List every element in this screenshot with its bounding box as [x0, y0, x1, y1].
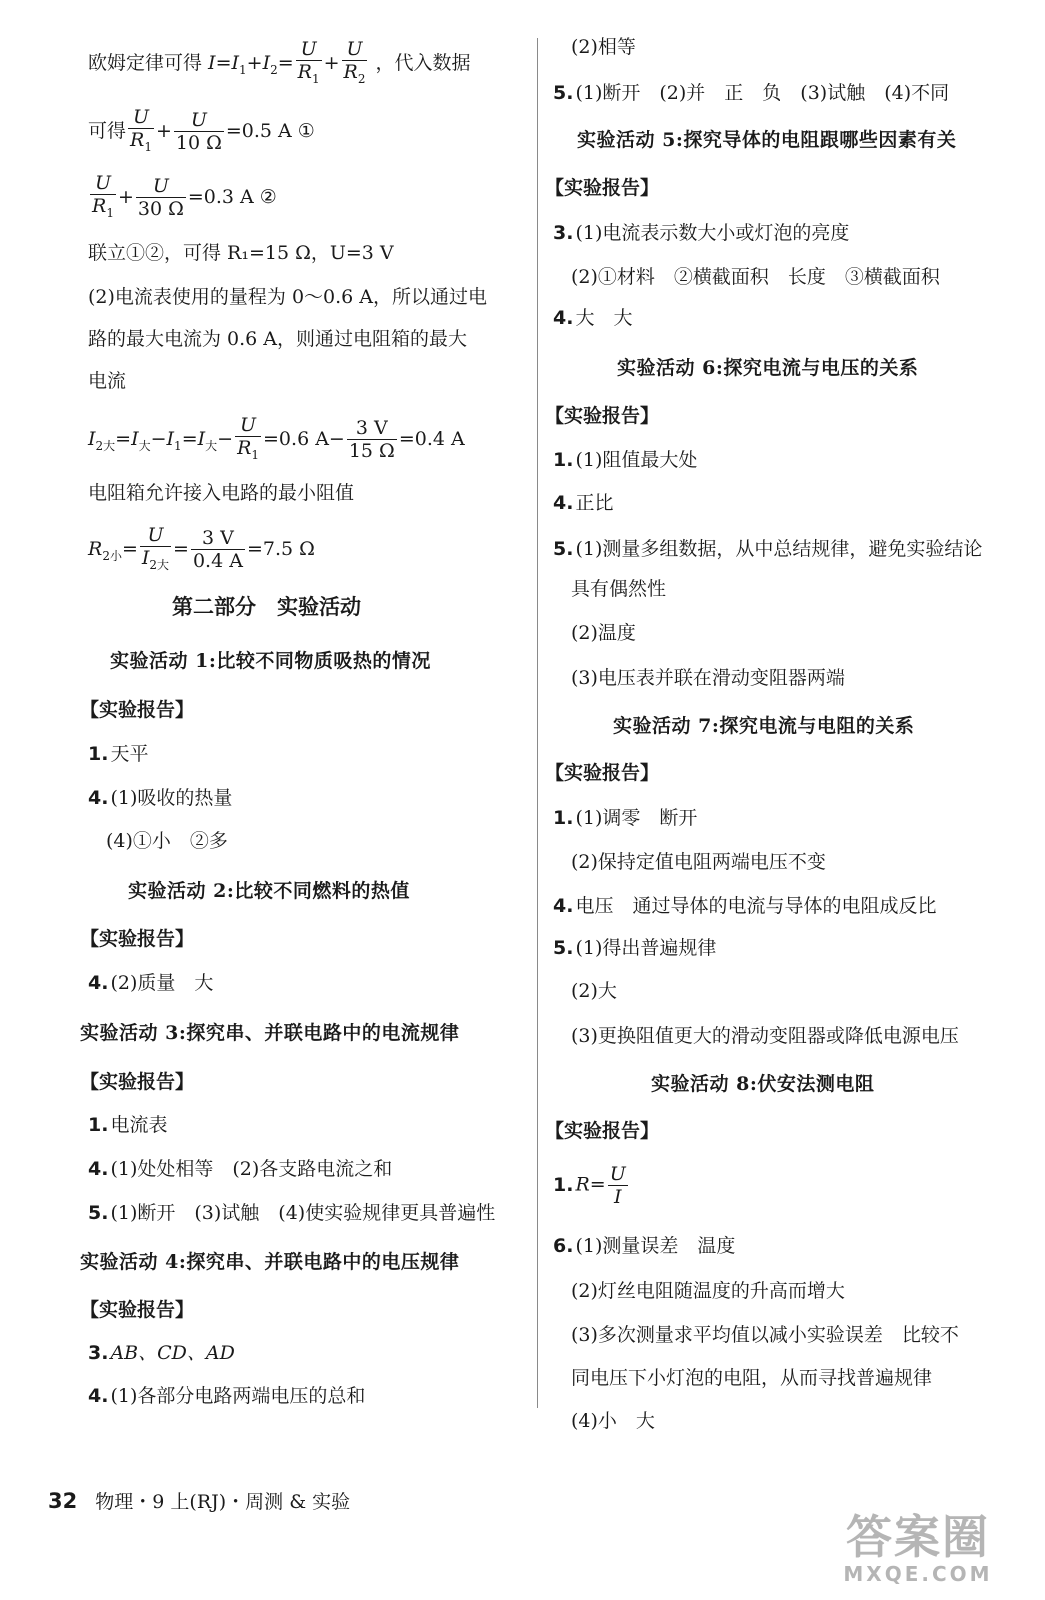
report-heading: 【实验报告】 — [80, 928, 195, 950]
activity-2-title: 实验活动 2:比较不同燃料的热值 — [128, 880, 410, 902]
item-number: 5. — [553, 538, 574, 560]
list-item — [553, 935, 716, 961]
text-line: 电阻箱允许接入电路的最小阻值 — [88, 482, 355, 504]
list-item — [553, 264, 940, 290]
item-text: (2)①材料 ②横截面积 长度 ③横截面积 — [571, 266, 940, 288]
list-item — [553, 620, 636, 646]
fraction: $\frac{U}{R_1}$ — [296, 38, 322, 90]
formula-line-1 — [88, 38, 471, 90]
item-text: (1)调零 断开 — [575, 807, 698, 829]
report-heading: 【实验报告】 — [80, 1299, 195, 1321]
item-number: 5. — [553, 82, 574, 104]
item-number: 4. — [88, 787, 109, 809]
list-item — [553, 1163, 630, 1208]
item-text: (2)质量 大 — [110, 972, 214, 994]
list-item — [88, 1200, 495, 1226]
list-item — [553, 305, 632, 331]
text: =7.5 Ω — [246, 537, 315, 560]
list-item — [88, 970, 213, 996]
fraction: $\frac{3 V}{0.4 A}$ — [192, 527, 243, 573]
item-text: (2)大 — [571, 980, 617, 1002]
list-item — [553, 1322, 959, 1348]
formula-line-10 — [88, 524, 315, 576]
activity-4-title: 实验活动 4:探究串、并联电路中的电压规律 — [80, 1251, 460, 1273]
list-item — [88, 1112, 167, 1138]
footer-text: 物理・9 上(RJ)・周测 & 实验 — [95, 1491, 351, 1513]
text: =0.4 A — [398, 427, 465, 450]
fraction: $\frac{U}{R_2}$ — [342, 38, 368, 90]
watermark-bottom: MXQE.COM — [843, 1562, 993, 1586]
fraction: $\frac{U}{R_1}$ — [235, 414, 261, 466]
formula: $R_{2小}=$ $\frac{U}{I_{2大}}$ = $\frac{3 V}{0.4 A}$ — [88, 538, 247, 560]
item-number: 5. — [553, 937, 574, 959]
list-item — [553, 805, 697, 831]
report-heading: 【实验报告】 — [545, 405, 660, 427]
item-text: 电流表 — [110, 1114, 168, 1136]
item-text: (3)电压表并联在滑动变阻器两端 — [571, 667, 845, 689]
item-number: 3. — [553, 222, 574, 244]
list-item — [553, 447, 697, 473]
list-item — [553, 1233, 735, 1259]
list-item — [88, 785, 232, 811]
report-heading: 【实验报告】 — [545, 177, 660, 199]
text: =0.3 A ② — [187, 185, 277, 208]
formula-line-2 — [88, 106, 315, 158]
text-line: 路的最大电流为 0.6 A，则通过电阻箱的最大 — [88, 328, 468, 350]
list-item — [553, 536, 982, 562]
formula-line-8 — [88, 414, 465, 466]
item-text: (1)电流表示数大小或灯泡的亮度 — [575, 222, 850, 244]
text: 欧姆定律可得 — [88, 51, 209, 74]
list-item — [553, 220, 849, 246]
item-text: (1)断开 (3)试触 (4)使实验规律更具普遍性 — [110, 1202, 496, 1224]
item-text: (2)保持定值电阻两端电压不变 — [571, 851, 826, 873]
fraction: $\frac{3 V}{15 \Omega}$ — [348, 417, 395, 463]
item-text: (3)多次测量求平均值以减小实验误差 比较不 — [571, 1324, 959, 1346]
fraction: $\frac{U}{10 \Omega}$ — [175, 109, 222, 155]
item-text: (1)各部分电路两端电压的总和 — [110, 1385, 366, 1407]
page-footer — [48, 1487, 350, 1514]
item-text: AB、CD、AD — [110, 1342, 235, 1364]
item-number: 1. — [553, 1173, 574, 1196]
part-title: 第二部分 实验活动 — [172, 594, 361, 619]
fraction: $\frac{U}{R_1}$ — [90, 172, 116, 224]
item-text: (1)处处相等 (2)各支路电流之和 — [110, 1158, 393, 1180]
list-item — [553, 665, 845, 691]
item-number: 1. — [553, 807, 574, 829]
formula: $\frac{U}{R_1}$ + $\frac{U}{30 \Omega}$ — [88, 186, 188, 208]
list-item — [553, 1023, 959, 1049]
item-number: 4. — [553, 492, 574, 514]
item-text: (2)灯丝电阻随温度的升高而增大 — [571, 1280, 845, 1302]
list-item — [88, 741, 148, 767]
item-number: 3. — [88, 1342, 109, 1364]
text: 可得 — [88, 119, 127, 142]
list-item — [553, 1365, 932, 1391]
list-item — [88, 828, 228, 854]
report-heading: 【实验报告】 — [80, 1071, 195, 1093]
formula-line-3 — [88, 172, 277, 224]
item-number: 6. — [553, 1235, 574, 1257]
item-number: 5. — [88, 1202, 109, 1224]
activity-1-title: 实验活动 1:比较不同物质吸热的情况 — [110, 650, 431, 672]
list-item — [553, 80, 949, 106]
text-line: (2)相等 — [571, 36, 636, 58]
column-divider — [537, 38, 538, 1408]
fraction: $\frac{U}{I_{2大}}$ — [140, 524, 171, 576]
fraction: $\frac{U}{R_1}$ — [128, 106, 154, 158]
formula: $\frac{U}{R_1}$ + $\frac{U}{10 \Omega}$ — [126, 120, 226, 142]
list-item — [88, 1340, 235, 1366]
report-heading: 【实验报告】 — [545, 1120, 660, 1142]
text: =0.6 A− — [263, 427, 345, 450]
report-heading: 【实验报告】 — [545, 762, 660, 784]
item-number: 4. — [88, 972, 109, 994]
item-text: 电压 通过导体的电流与导体的电阻成反比 — [575, 895, 937, 917]
item-number: 1. — [88, 743, 109, 765]
activity-7-title: 实验活动 7:探究电流与电阻的关系 — [613, 715, 915, 737]
watermark-top: 答案圈 — [846, 1510, 990, 1564]
text-line: (2)电流表使用的量程为 0～0.6 A，所以通过电 — [88, 286, 488, 308]
activity-3-title: 实验活动 3:探究串、并联电路中的电流规律 — [80, 1022, 460, 1044]
item-number: 1. — [88, 1114, 109, 1136]
item-text: (4)小 大 — [571, 1410, 655, 1432]
list-item — [553, 849, 826, 875]
list-item — [553, 490, 613, 516]
item-text: (1)断开 (2)并 正 负 (3)试触 (4)不同 — [575, 82, 950, 104]
text-line: 电流 — [88, 370, 127, 392]
list-item — [553, 1408, 655, 1434]
item-number: 4. — [553, 307, 574, 329]
report-heading: 【实验报告】 — [80, 699, 195, 721]
fraction: $\frac{U}{30 \Omega}$ — [137, 175, 184, 221]
list-item — [88, 1383, 365, 1409]
item-number: 4. — [88, 1385, 109, 1407]
list-item — [553, 576, 666, 602]
list-item — [88, 1156, 392, 1182]
formula: $I=I_1+I_2=$ $\frac{U}{R_1}$ + $\frac{U}{R_2}$ — [208, 52, 369, 74]
formula: $I_{2大}=I_大-I_1=I_大-$ $\frac{U}{R_1}$ — [88, 428, 263, 450]
activity-5-title: 实验活动 5:探究导体的电阻跟哪些因素有关 — [577, 129, 957, 151]
text: ，代入数据 — [375, 51, 471, 74]
activity-6-title: 实验活动 6:探究电流与电压的关系 — [617, 357, 919, 379]
item-text: 具有偶然性 — [571, 578, 667, 600]
list-item — [553, 978, 617, 1004]
item-text: (3)更换阻值更大的滑动变阻器或降低电源电压 — [571, 1025, 959, 1047]
item-text: (1)测量误差 温度 — [575, 1235, 736, 1257]
watermark-logo — [818, 1512, 1018, 1586]
activity-8-title: 实验活动 8:伏安法测电阻 — [651, 1073, 875, 1095]
list-item — [553, 893, 936, 919]
item-text: (1)得出普遍规律 — [575, 937, 717, 959]
text-line: 联立①②，可得 R₁=15 Ω，U=3 V — [88, 242, 394, 264]
item-text: (2)温度 — [571, 622, 636, 644]
item-text: (1)测量多组数据，从中总结规律，避免实验结论 — [575, 538, 983, 560]
item-text: 正比 — [575, 492, 614, 514]
item-text: (1)阻值最大处 — [575, 449, 698, 471]
item-number: 4. — [553, 895, 574, 917]
formula-text: R= — [575, 1173, 606, 1196]
page-number: 32 — [48, 1489, 78, 1513]
list-item — [553, 1278, 845, 1304]
fraction: $\frac{U}{I}$ — [609, 1163, 626, 1208]
item-text: (1)吸收的热量 — [110, 787, 233, 809]
item-number: 4. — [88, 1158, 109, 1180]
item-text: 同电压下小灯泡的电阻，从而寻找普遍规律 — [571, 1367, 933, 1389]
item-number: 1. — [553, 449, 574, 471]
item-text: 大 大 — [575, 307, 633, 329]
item-text: (4)①小 ②多 — [106, 830, 228, 852]
item-text: 天平 — [110, 743, 149, 765]
text: =0.5 A ① — [225, 119, 315, 142]
